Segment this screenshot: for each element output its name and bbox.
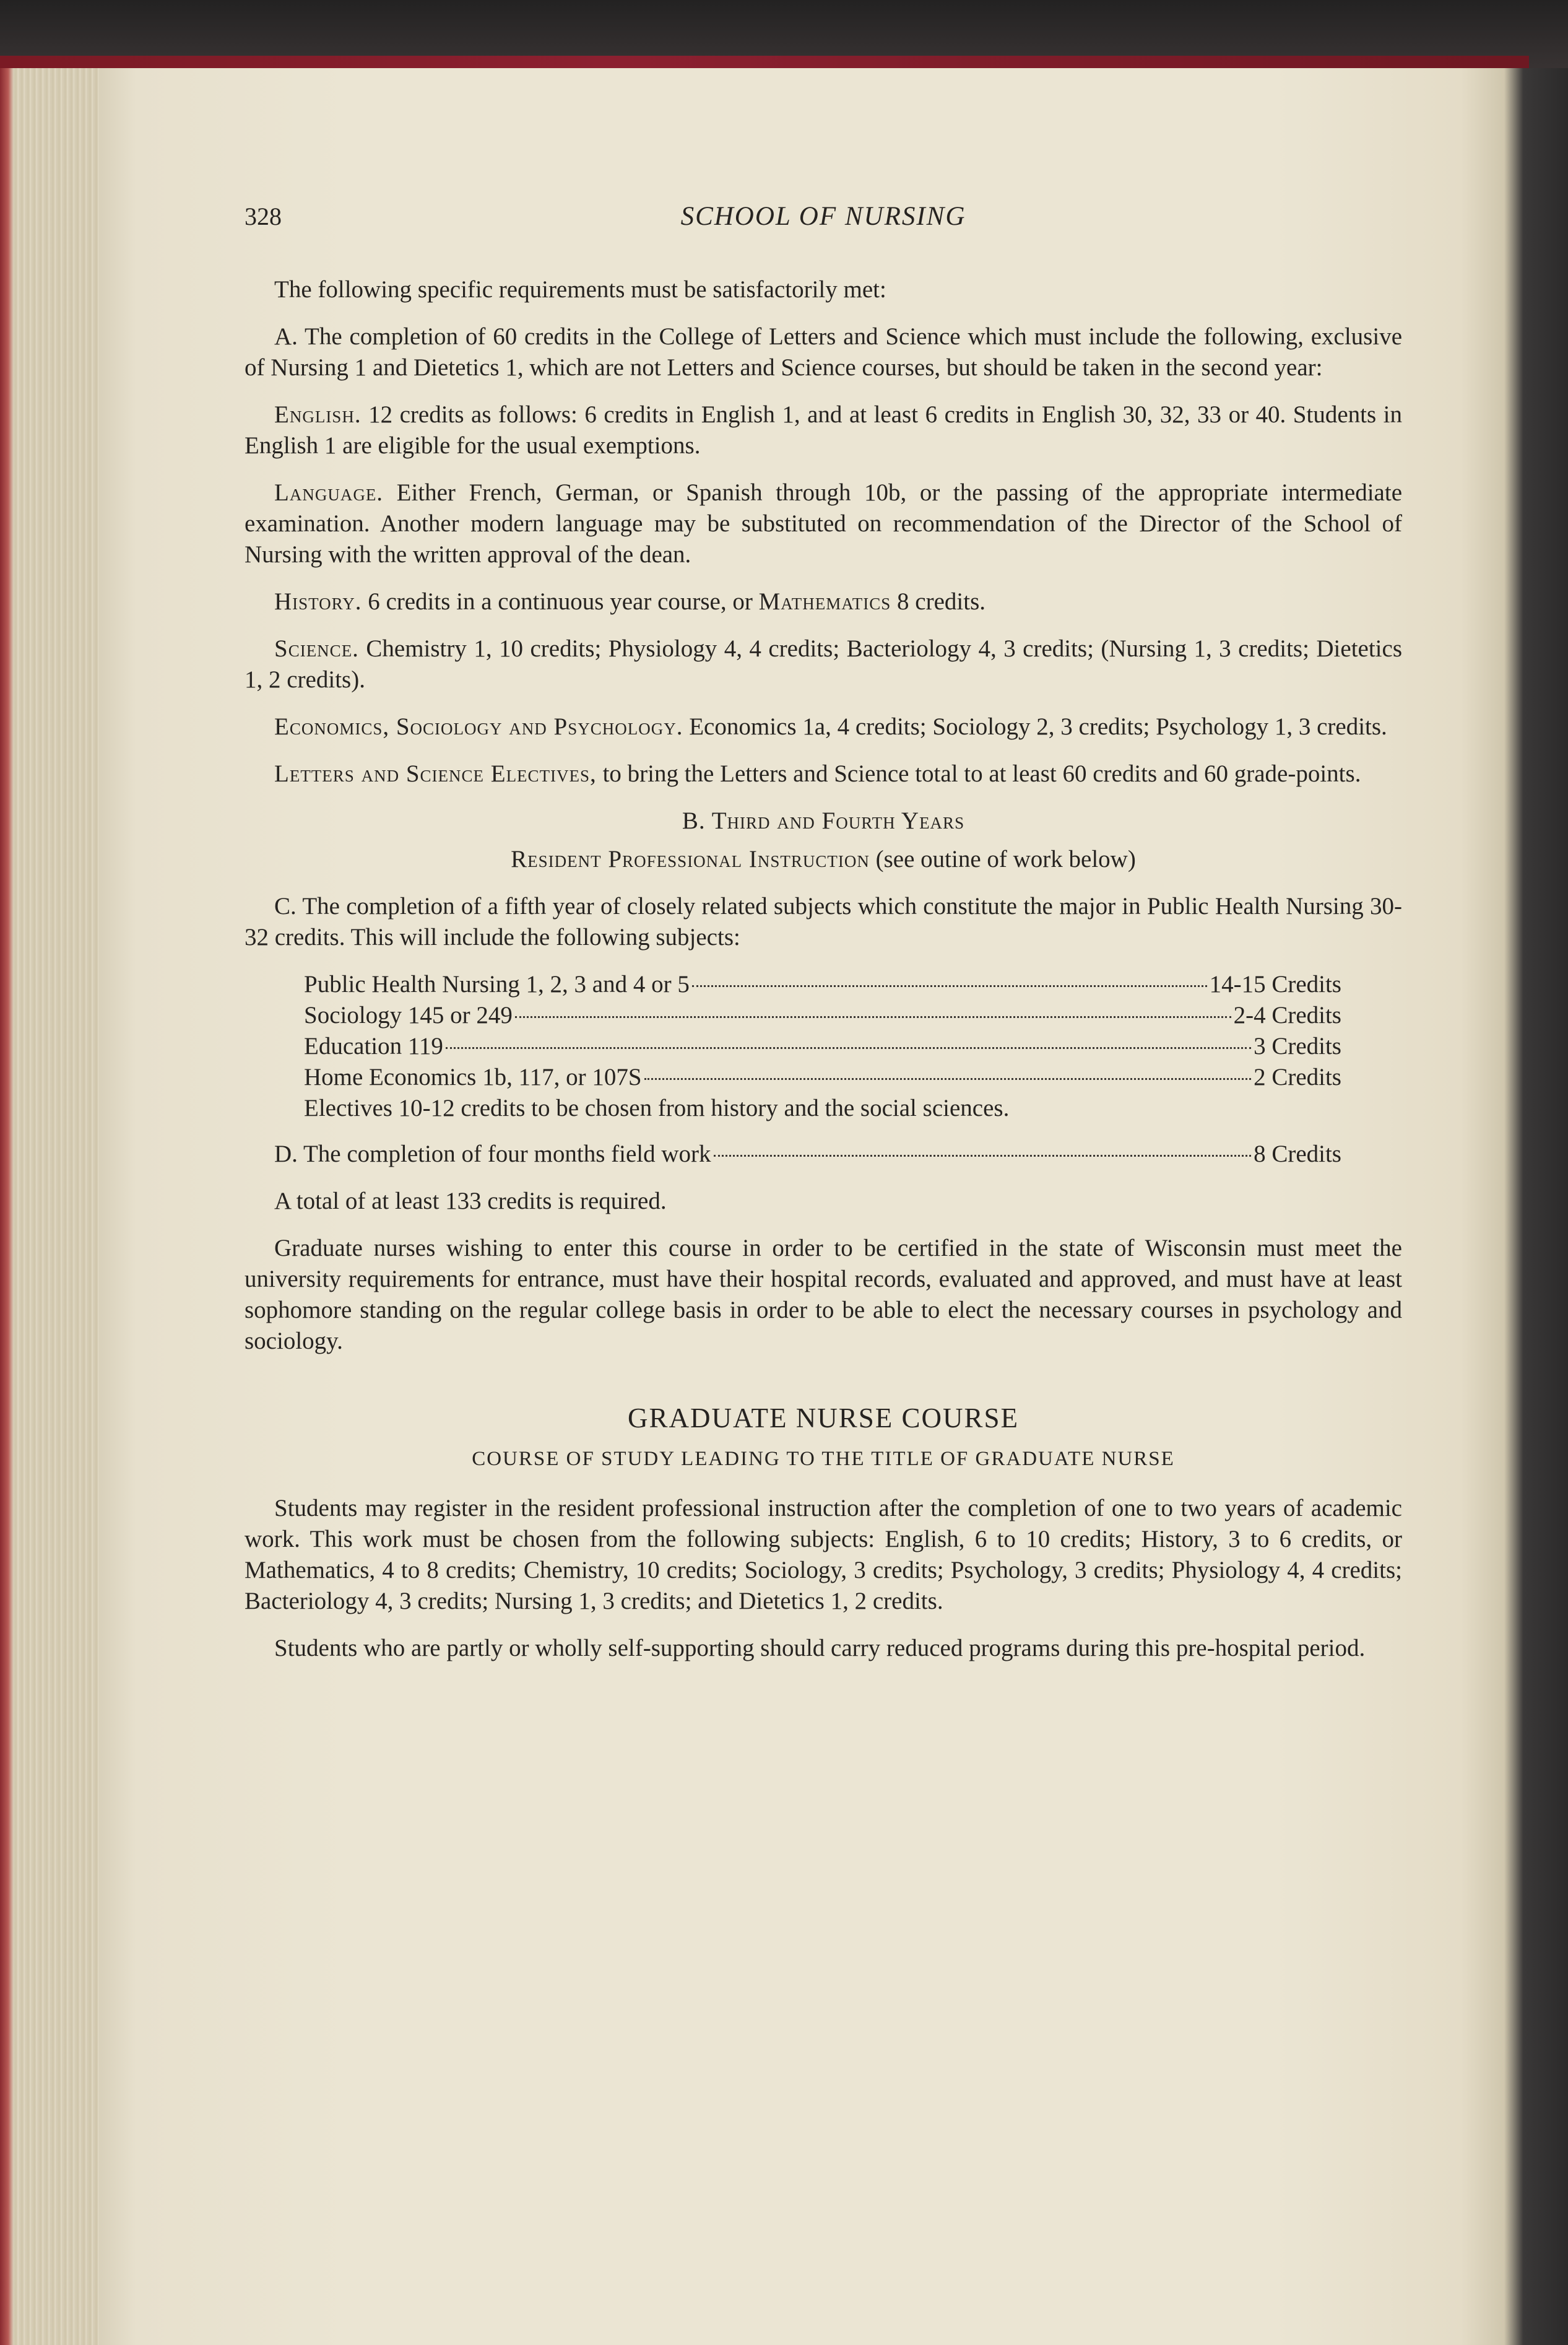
section-b-subheading: [245, 844, 1402, 875]
page-content: [245, 201, 1402, 1680]
graduate-course-paragraph-2: Students who are partly or wholly self-supporting should carry reduced programs during this pre-hospital period.: [274, 1635, 1366, 1661]
dot-leader: [714, 1155, 1252, 1157]
mathematics-label: Mathematics: [758, 588, 891, 615]
science-requirement: [245, 633, 1402, 695]
section-b-sub-text: (see outine of work below): [869, 846, 1136, 872]
list-item: [304, 1062, 1341, 1093]
section-c-paragraph: C. The completion of a fifth year of closely related subjects which constitute the major in Public Health Nursing 30-32 credits. This will include the following subjects:: [245, 893, 1402, 951]
course-credits: 14-15 Credits: [1209, 971, 1341, 998]
list-item: [304, 969, 1341, 1000]
history-label: History.: [274, 588, 362, 615]
graduate-course-title: GRADUATE NURSE COURSE: [627, 1403, 1020, 1434]
course-credits: 2 Credits: [1254, 1064, 1341, 1090]
history-requirement: [245, 586, 1402, 617]
page-stack-edge: [0, 68, 105, 2345]
course-name: Education 119: [304, 1033, 443, 1059]
mathematics-text: 8 credits.: [891, 588, 986, 615]
dot-leader: [692, 985, 1207, 987]
history-text: 6 credits in a continuous year course, or: [362, 588, 759, 615]
science-text: Chemistry 1, 10 credits; Physiology 4, 4 credits; Bacteriology 4, 3 credits; (Nursing 1, 3 credits; Dietetics 1, 2 credits).: [245, 635, 1402, 693]
electives-line-text: Electives 10-12 credits to be chosen from history and the social sciences.: [304, 1095, 1010, 1121]
section-d-credits: 8 Credits: [1254, 1141, 1341, 1167]
page-gutter: [1504, 68, 1568, 2345]
section-b-heading: B. Third and Fourth Years: [682, 807, 965, 834]
english-requirement: [245, 399, 1402, 461]
section-d-text: D. The completion of four months field work: [274, 1141, 711, 1167]
economics-label: Economics, Sociology and Psychology.: [274, 713, 683, 740]
electives-label: Letters and Science Electives,: [274, 760, 597, 787]
electives-text: to bring the Letters and Science total to at least 60 credits and 60 grade-points.: [596, 760, 1361, 787]
dot-leader: [644, 1078, 1251, 1080]
total-credits-paragraph: A total of at least 133 credits is required.: [274, 1188, 667, 1214]
dot-leader: [446, 1047, 1251, 1049]
course-credits: 3 Credits: [1254, 1033, 1341, 1059]
page-header: [245, 201, 1402, 238]
dot-leader: [515, 1016, 1231, 1018]
section-a-paragraph: A. The completion of 60 credits in the College of Letters and Science which must include the following, exclusive of Nursing 1 and Dietetics 1, which are not Letters and Science courses, but should be taken in the second year:: [245, 323, 1402, 381]
science-label: Science.: [274, 635, 359, 662]
course-credits: 2-4 Credits: [1233, 1002, 1341, 1029]
list-item: [304, 1000, 1341, 1031]
electives-requirement: [245, 759, 1402, 790]
graduate-course-subtitle: COURSE OF STUDY LEADING TO THE TITLE OF GRADUATE NURSE: [472, 1448, 1175, 1470]
language-text: Either French, German, or Spanish through 10b, or the passing of the appropriate intermediate examination. Another modern language may be substituted on recommendation of the Director of the School of Nursing with the written approval of the dean.: [245, 479, 1402, 568]
language-label: Language.: [274, 479, 384, 506]
section-b-sub-label: Resident Professional Instruction: [511, 846, 870, 872]
graduate-course-paragraph-1: Students may register in the resident professional instruction after the completion of one to two years of academic work. This work must be chosen from the following subjects: English, 6 to 10 credits; History, 3 to 6 credits, or Mathematics, 4 to 8 credits; Chemistry, 10 credits; Sociology, 3 credits; Psychology, 3 credits; Physiology 4, 4 credits; Bacteriology 4, 3 credits; Nursing 1, 3 credits; and Dietetics 1, 2 credits.: [245, 1495, 1402, 1614]
course-name: Sociology 145 or 249: [304, 1002, 513, 1029]
language-requirement: [245, 477, 1402, 570]
economics-requirement: [245, 711, 1402, 742]
list-item: [304, 1031, 1341, 1062]
english-text: 12 credits as follows: 6 credits in English 1, and at least 6 credits in English 30, 32, 33 or 40. Students in English 1 are eligible for the usual exemptions.: [245, 401, 1402, 459]
economics-text: Economics 1a, 4 credits; Sociology 2, 3 credits; Psychology 1, 3 credits.: [683, 713, 1387, 740]
english-label: English.: [274, 401, 362, 428]
graduate-nurses-paragraph: Graduate nurses wishing to enter this course in order to be certified in the state of Wisconsin must meet the university requirements for entrance, must have their hospital records, evaluated and approved, and must have at least sophomore standing on the regular college basis in order to be able to elect the necessary courses in psychology and sociology.: [245, 1235, 1402, 1354]
page-number: 328: [245, 202, 282, 230]
section-d-line: [274, 1139, 1341, 1170]
course-list: [304, 969, 1341, 1124]
running-head: SCHOOL OF NURSING: [680, 202, 966, 231]
course-name: Home Economics 1b, 117, or 107S: [304, 1064, 642, 1090]
course-name: Public Health Nursing 1, 2, 3 and 4 or 5: [304, 971, 690, 998]
electives-line: [304, 1093, 1341, 1124]
intro-paragraph: The following specific requirements must be satisfactorily met:: [274, 276, 886, 303]
